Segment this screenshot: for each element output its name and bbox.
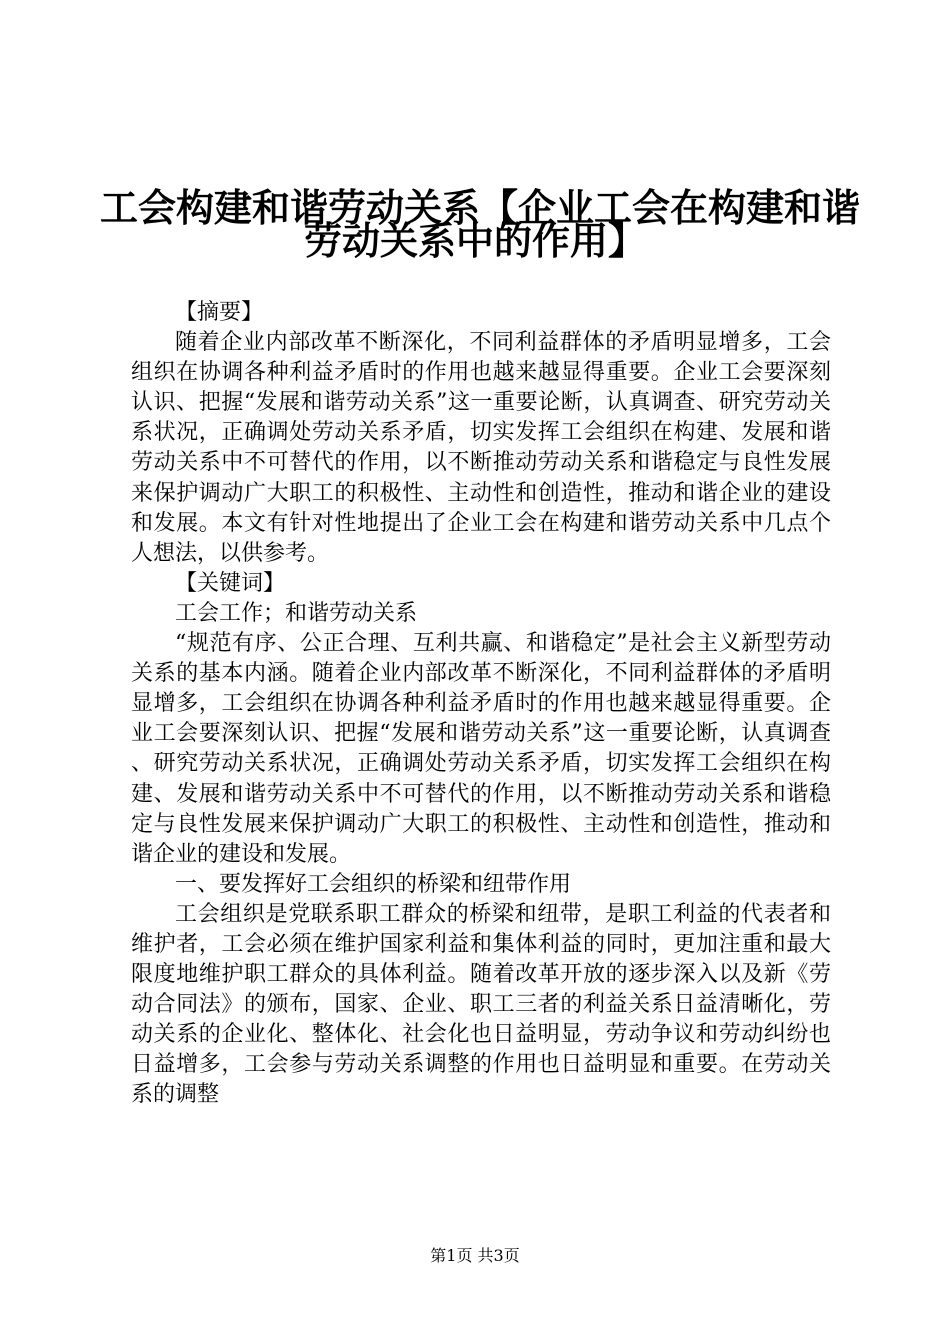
section-1-paragraph: 工会组织是党联系职工群众的桥梁和纽带，是职工利益的代表者和维护者，工会必须在维护国家利益和集体利益的同时，更加注重和最大限度地维护职工群众的具体利益。随着改革开放的逐步深入以及新《劳动合同法》的颁布，国家、企业、职工三者的利益关系日益清晰化，劳动关系的企业化、整体化、社会化也日益明显，劳动争议和劳动纠纷也日益增多，工会参与劳动关系调整的作用也日益明显和重要。在劳动关系的调整 bbox=[131, 901, 831, 1108]
document-title-line-1: 工会构建和谐劳动关系【企业工会在构建和谐 bbox=[100, 186, 861, 230]
intro-paragraph: “规范有序、公正合理、互利共赢、和谐稳定”是社会主义新型劳动关系的基本内涵。随着企业内部改革不断深化，不同利益群体的矛盾明显增多，工会组织在协调各种利益矛盾时的作用也越来越显得重要。企业工会要深刻认识、把握“发展和谐劳动关系”这一重要论断，认真调查、研究劳动关系状况，正确调处劳动关系矛盾，切实发挥工会组织在构建、发展和谐劳动关系中不可替代的作用，以不断推动劳动关系和谐稳定与良性发展来保护调动广大职工的积极性、主动性和创造性，推动和谐企业的建设和发展。 bbox=[131, 631, 831, 867]
document-title-line-2: 劳动关系中的作用】 bbox=[303, 219, 646, 263]
keywords-label: 【关键词】 bbox=[175, 570, 286, 596]
abstract-paragraph: 随着企业内部改革不断深化，不同利益群体的矛盾明显增多，工会组织在协调各种利益矛盾时的作用也越来越显得重要。企业工会要深刻认识、把握“发展和谐劳动关系”这一重要论断，认真调查、研究劳动关系状况，正确调处劳动关系矛盾，切实发挥工会组织在构建、发展和谐劳动关系中不可替代的作用，以不断推动劳动关系和谐稳定与良性发展来保护调动广大职工的积极性、主动性和创造性，推动和谐企业的建设和发展。本文有针对性地提出了企业工会在构建和谐劳动关系中几点个人想法，以供参考。 bbox=[131, 330, 831, 566]
section-1-heading: 一、要发挥好工会组织的桥梁和纽带作用 bbox=[175, 871, 572, 897]
page-number: 第1页 共3页 bbox=[430, 1246, 520, 1265]
document-body bbox=[131, 298, 831, 1111]
keywords-paragraph: 工会工作；和谐劳动关系 bbox=[175, 600, 418, 626]
page-footer bbox=[0, 1246, 950, 1266]
abstract-label: 【摘要】 bbox=[175, 300, 264, 325]
